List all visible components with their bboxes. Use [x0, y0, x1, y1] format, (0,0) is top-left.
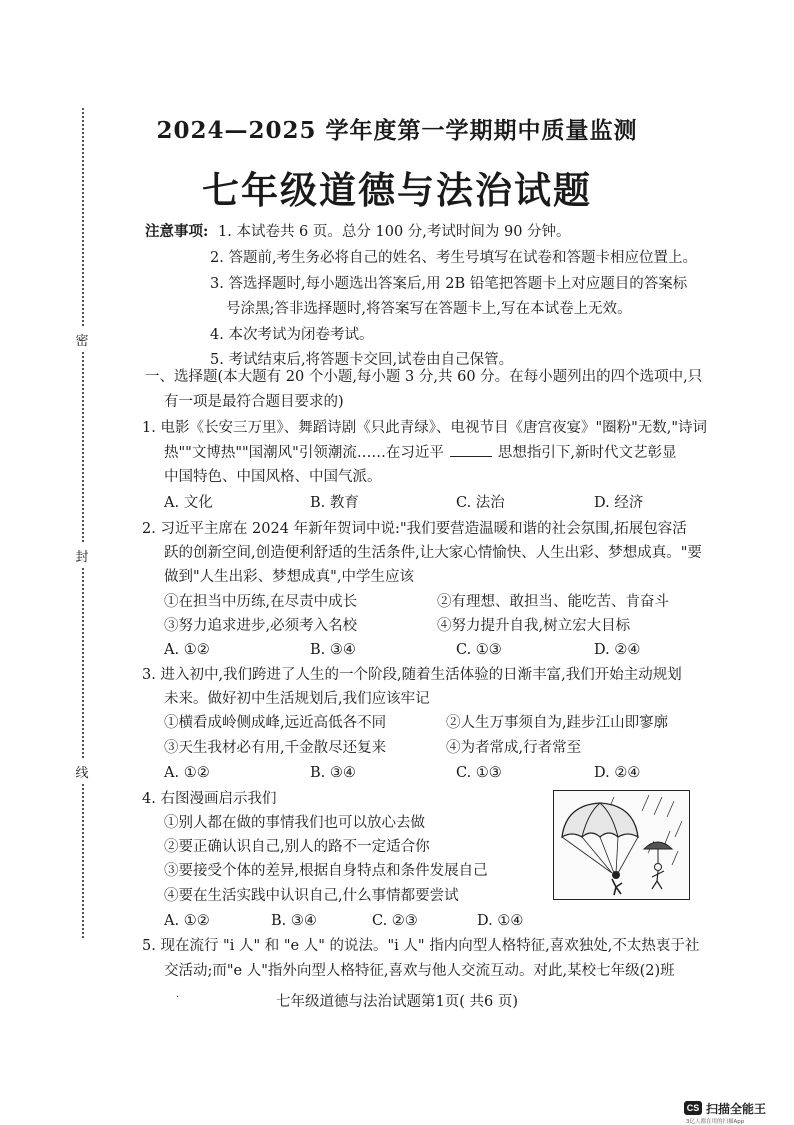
notes-item: 号涂黑;答非选择题时,将答案写在答题卡上,写在本试卷上无效。	[226, 301, 632, 317]
question-3-option-c: C. ①③	[456, 765, 502, 781]
question-2-stem: 2. 习近平主席在 2024 年新年贺词中说:"我们要营造温暖和谐的社会氛围,拓展包容活	[142, 521, 687, 537]
binding-mark-mi: 密	[74, 328, 90, 351]
question-3-stem: 3. 进入初中,我们跨进了人生的一个阶段,随着生活体验的日渐丰富,我们开始主动规划	[142, 667, 682, 683]
question-4-stem: 4. 右图漫画启示我们	[142, 791, 277, 807]
question-1-option-b: B. 教育	[310, 495, 359, 511]
question-3-option-b: B. ③④	[310, 765, 356, 781]
stray-dot: ·	[176, 992, 180, 1003]
notes-item: 3. 答选择题时,每小题选出答案后,用 2B 铅笔把答题卡上对应题目的答案标	[210, 276, 688, 292]
question-5-stem: 交活动;而"e 人"指外向型人格特征,喜欢与他人交流互动。对此,某校七年级(2)班	[164, 963, 675, 979]
section-heading-cont: 有一项是最符合题目要求的)	[164, 394, 344, 410]
question-1-stem	[164, 443, 676, 463]
question-2-option-b: B. ③④	[310, 642, 356, 658]
notes-item: 4. 本次考试为闭卷考试。	[210, 327, 374, 343]
question-1-stem-part: 思想指引下,新时代文艺彰显	[497, 445, 677, 461]
question-4-item: ①别人都在做的事情我们也可以放心去做	[164, 815, 425, 831]
camscanner-logo-icon: CS	[684, 1101, 702, 1115]
answer-blank	[450, 444, 492, 457]
question-5-stem: 5. 现在流行 "i 人" 和 "e 人" 的说法。"i 人" 指内向型人格特征,喜欢独处,不太热衷于社	[142, 938, 700, 954]
question-2-option-c: C. ①③	[456, 642, 502, 658]
question-4-item: ④要在生活实践中认识自己,什么事情都要尝试	[164, 888, 459, 904]
question-3-option-a: A. ①②	[164, 765, 210, 781]
binding-mark-xian: 线	[74, 760, 90, 783]
question-2-item: ④努力提升自我,树立宏大目标	[437, 618, 631, 634]
question-4-item: ③要接受个体的差异,根据自身特点和条件发展自己	[164, 863, 488, 879]
camscanner-name: 扫描全能王	[706, 1102, 767, 1116]
question-4-item: ②要正确认识自己,别人的路不一定适合你	[164, 839, 430, 855]
question-1-stem: 中国特色、中国风格、中国气派。	[164, 469, 382, 485]
question-1-stem-part: 热""文博热""国潮风"引领潮流……在习近平	[164, 445, 444, 461]
exam-subject-title: 七年级道德与法治试题	[202, 168, 592, 212]
question-2-item: ③努力追求进步,必须考入名校	[164, 618, 358, 634]
exam-term-title: 2024—2025 学年度第一学期期中质量监测	[156, 117, 638, 144]
question-3-option-d: D. ②④	[594, 765, 641, 781]
question-1-option-c: C. 法治	[456, 495, 505, 511]
binding-mark-feng: 封	[74, 544, 90, 567]
question-4-option-d: D. ①④	[477, 913, 524, 929]
question-2-stem: 做到"人生出彩、梦想成真",中学生应该	[164, 569, 414, 585]
notes-label: 注意事项:	[145, 223, 209, 240]
question-4-option-c: C. ②③	[372, 913, 418, 929]
question-3-item: ③天生我材必有用,千金散尽还复来	[164, 740, 387, 756]
question-4-option-a: A. ①②	[164, 913, 210, 929]
camscanner-tagline: 3亿人都在用的扫描App	[686, 1119, 745, 1125]
notes-item: 1. 本试卷共 6 页。总分 100 分,考试时间为 90 分钟。	[218, 224, 571, 240]
question-1-option-a: A. 文化	[164, 495, 213, 511]
question-3-item: ④为者常成,行者常至	[446, 740, 582, 756]
parachute-cartoon-image	[554, 791, 689, 899]
notes-item: 5. 考试结束后,将答题卡交回,试卷由自己保管。	[210, 352, 514, 368]
question-3-item: ②人生万事须自为,跬步江山即寥廓	[446, 715, 669, 731]
question-2-item: ①在担当中历练,在尽责中成长	[164, 594, 358, 610]
cartoon-illustration	[553, 790, 690, 900]
notes-item: 2. 答题前,考生务必将自己的姓名、考生号填写在试卷和答题卡相应位置上。	[210, 250, 698, 266]
section-heading: 一、选择题(本大题有 20 个小题,每小题 3 分,共 60 分。在每小题列出的四个选项中,只	[145, 369, 703, 385]
question-3-stem: 未来。做好初中生活规划后,我们应该牢记	[164, 691, 430, 707]
question-4-option-b: B. ③④	[271, 913, 317, 929]
question-2-option-a: A. ①②	[164, 642, 210, 658]
question-2-stem: 跃的创新空间,创造便利舒适的生活条件,让大家心情愉快、人生出彩、梦想成真。"要	[164, 545, 702, 561]
question-3-item: ①横看成岭侧成峰,远近高低各不同	[164, 715, 387, 731]
question-2-option-d: D. ②④	[594, 642, 641, 658]
question-2-item: ②有理想、敢担当、能吃苦、肯奋斗	[437, 594, 669, 610]
question-1-option-d: D. 经济	[594, 495, 644, 511]
binding-dotted-line	[82, 108, 84, 938]
page-footer: 七年级道德与法治试题第1页( 共6 页)	[276, 994, 518, 1010]
question-1-stem: 1. 电影《长安三万里》、舞蹈诗剧《只此青绿》、电视节目《唐宫夜宴》"圈粉"无数,"诗词	[142, 420, 708, 436]
